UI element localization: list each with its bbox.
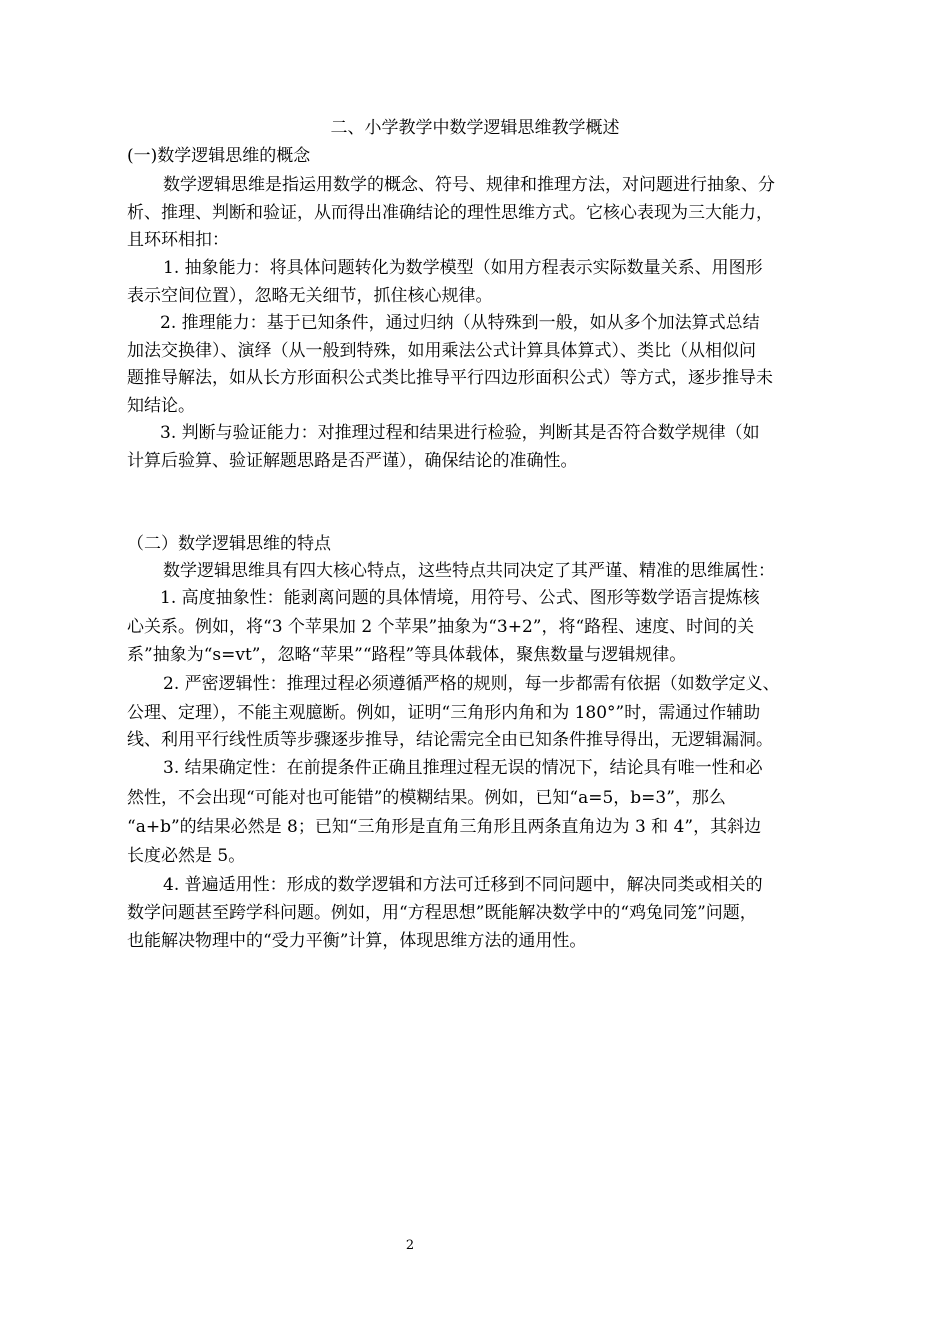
section2-item-line: 2. 严密逻辑性：推理过程必须遵循严格的规则，每一步都需有依据（如数学定义、 — [163, 674, 780, 694]
section1-item-line: 题推导解法，如从长方形面积公式类比推导平行四边形面积公式）等方式，逐步推导未 — [127, 368, 773, 388]
section2-item-line: 长度必然是 5。 — [127, 846, 246, 866]
section1-intro-line: 析、推理、判断和验证，从而得出准确结论的理性思维方式。它核心表现为三大能力， — [127, 203, 773, 223]
section1-item-line: 表示空间位置），忽略无关细节，抓住核心规律。 — [127, 286, 493, 306]
section2-item-line: 数学问题甚至跨学科问题。例如，用“方程思想”既能解决数学中的“鸡兔同笼”问题， — [127, 903, 757, 923]
section2-item-line: 然性，不会出现“可能对也可能错”的模糊结果。例如，已知“a=5，b=3”，那么 — [127, 788, 726, 808]
section2-item-line: 心关系。例如，将“3 个苹果加 2 个苹果”抽象为“3+2”，将“路程、速度、时间的关 — [127, 617, 755, 637]
section2-item-line: “a+b”的结果必然是 8；已知“三角形是直角三角形且两条直角边为 3 和 4”，其斜边 — [127, 817, 762, 837]
section1-item-line: 3. 判断与验证能力：对推理过程和结果进行检验，判断其是否符合数学规律（如 — [160, 423, 760, 443]
section1-item-line: 2. 推理能力：基于已知条件，通过归纳（从特殊到一般，如从多个加法算式总结 — [160, 313, 760, 333]
section2-item-line: 系”抽象为“s=vt”，忽略“苹果”“路程”等具体载体，聚焦数量与逻辑规律。 — [127, 645, 687, 665]
section1-item-line: 知结论。 — [127, 396, 195, 416]
section2-item-line: 线、利用平行线性质等步骤逐步推导，结论需完全由已知条件推导得出，无逻辑漏洞。 — [127, 730, 773, 750]
section2-item-line: 公理、定理），不能主观臆断。例如，证明“三角形内角和为 180°”时，需通过作辅助 — [127, 703, 761, 723]
section2-heading: （二）数学逻辑思维的特点 — [127, 534, 331, 554]
section1-intro-line: 且环环相扣： — [127, 230, 229, 250]
page-title: 二、小学教学中数学逻辑思维教学概述 — [330, 118, 620, 138]
section1-item-line: 1. 抽象能力：将具体问题转化为数学模型（如用方程表示实际数量关系、用图形 — [163, 258, 763, 278]
section1-item-line: 加法交换律）、演绎（从一般到特殊，如用乘法公式计算具体算式）、类比（从相似问 — [127, 341, 756, 361]
section2-item-line: 1. 高度抽象性：能剥离问题的具体情境，用符号、公式、图形等数学语言提炼核 — [160, 588, 760, 608]
section1-heading: (一)数学逻辑思维的概念 — [127, 146, 311, 166]
page-number: 2 — [405, 1238, 415, 1253]
section2-item-line: 3. 结果确定性：在前提条件正确且推理过程无误的情况下，结论具有唯一性和必 — [163, 758, 763, 778]
section2-intro-line: 数学逻辑思维具有四大核心特点，这些特点共同决定了其严谨、精准的思维属性： — [163, 561, 775, 581]
section2-item-line: 4. 普遍适用性：形成的数学逻辑和方法可迁移到不同问题中，解决同类或相关的 — [163, 875, 763, 895]
section1-item-line: 计算后验算、验证解题思路是否严谨），确保结论的准确性。 — [127, 451, 578, 471]
section1-intro-line: 数学逻辑思维是指运用数学的概念、符号、规律和推理方法，对问题进行抽象、分 — [163, 175, 775, 195]
section2-item-line: 也能解决物理中的“受力平衡”计算，体现思维方法的通用性。 — [127, 931, 587, 951]
